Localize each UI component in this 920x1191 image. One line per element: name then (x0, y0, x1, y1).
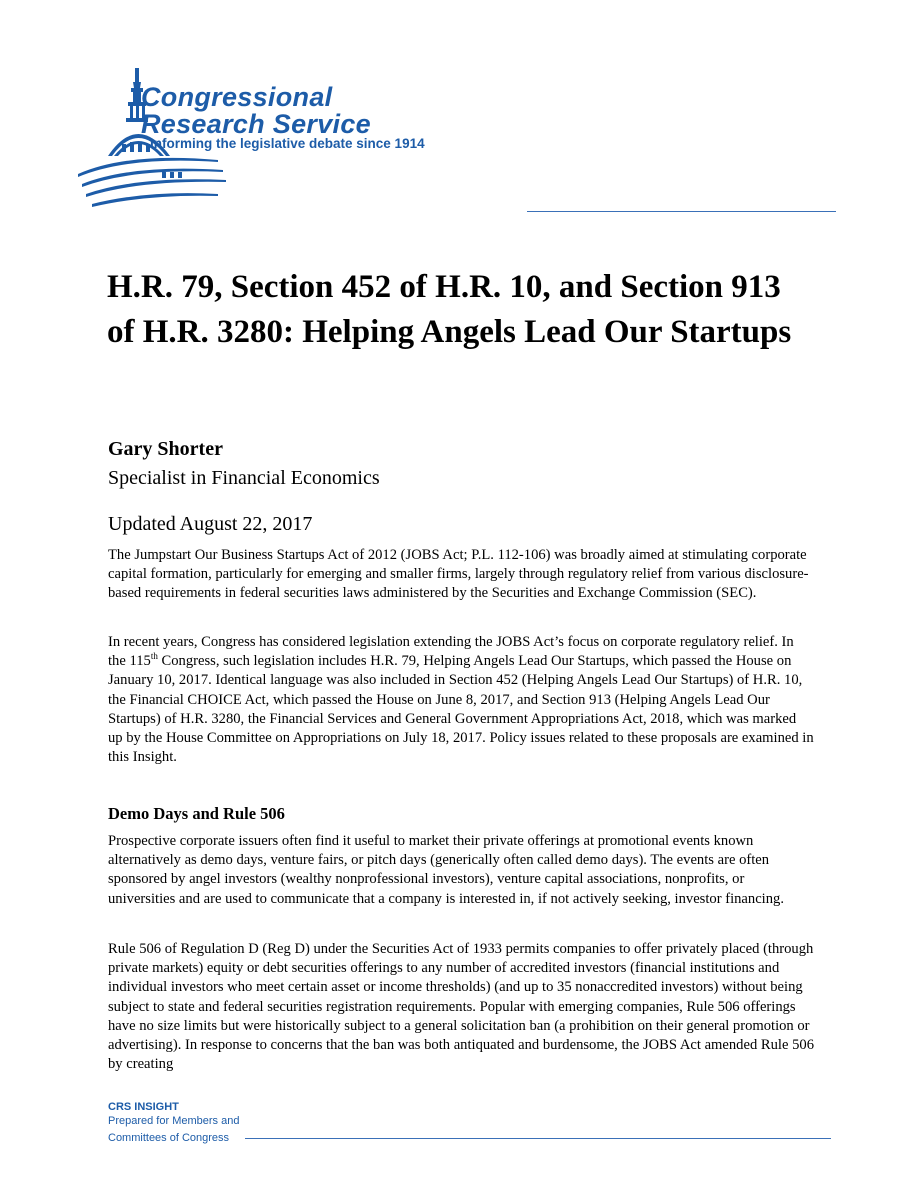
footer-label-prepared: Prepared for Members and (108, 1115, 240, 1127)
paragraph-3: Prospective corporate issuers often find it useful to market their private offerings at promotional events known alternatively as demo days, venture fairs, or pitch days (generically often called demo days). The events are often sponsored by angel investors (wealthy nonprofessional investors), venture capital associations, nonprofits, or universities and are used to communicate that a company is interested in, if not actively seeking, investor financing. (108, 833, 784, 907)
org-name-line2: Research Service (141, 109, 371, 139)
header-divider (527, 211, 836, 212)
author-name: Gary Shorter (108, 438, 223, 460)
paragraph-2-text-a: In recent years, Congress has considered legislation extending the JOBS Act’s focus on corporate regulatory relief. In the 115 (108, 634, 794, 670)
paragraph-1: The Jumpstart Our Business Startups Act of 2012 (JOBS Act; P.L. 112-106) was broadly aimed at stimulating corporate capital formation, particularly for emerging and smaller firms, largely through regulatory relief from various disclosure-based requirements in federal securities laws administered by the Securities and Exchange Commission (SEC). (108, 547, 809, 602)
section-heading: Demo Days and Rule 506 (108, 804, 285, 823)
author-role: Specialist in Financial Economics (108, 467, 380, 489)
footer-label-insight: CRS INSIGHT (108, 1101, 179, 1113)
org-name-line1: Congressional (141, 82, 333, 112)
paragraph-2 (108, 633, 814, 767)
footer-divider (245, 1138, 831, 1139)
paragraph-4: Rule 506 of Regulation D (Reg D) under the Securities Act of 1933 permits companies to offer privately placed (through private markets) equity or debt securities offerings to any number of accredited investors (financial institutions and individual investors who meet certain asset or income thresholds) (and up to 35 nonaccredited investors) without being subject to state and federal securities registration requirements. Popular with emerging companies, Rule 506 offerings have no size limits but were historically subject to a general solicitation ban (a prohibition on their general promotion or advertising). In response to concerns that the ban was both antiquated and burdensome, the JOBS Act amended Rule 506 by creating (108, 941, 815, 1073)
org-tagline: Informing the legislative debate since 1914 (150, 136, 425, 151)
superscript-ordinal: th (150, 651, 158, 662)
updated-date: Updated August 22, 2017 (108, 513, 313, 535)
footer-label-committees: Committees of Congress (108, 1132, 230, 1144)
paragraph-2-text-b: Congress, such legislation includes H.R. 79, Helping Angels Lead Our Startups, which passed the House on January 10, 2017. Identical language was also included in Section 452 (Helping Angels Lead Our Startups) of H.R. 10, the Financial CHOICE Act, which passed the House on June 8, 2017, and Section 913 (Helping Angels Lead Our Startups) of H.R. 3280, the Financial Services and General Government Appropriations Act, 2018, which was marked up by the House Committee on Appropriations on July 18, 2017. Policy issues related to these proposals are examined in this Insight. (108, 653, 814, 766)
page-title: H.R. 79, Section 452 of H.R. 10, and Section 913 of H.R. 3280: Helping Angels Lead Our Startups (107, 269, 792, 350)
